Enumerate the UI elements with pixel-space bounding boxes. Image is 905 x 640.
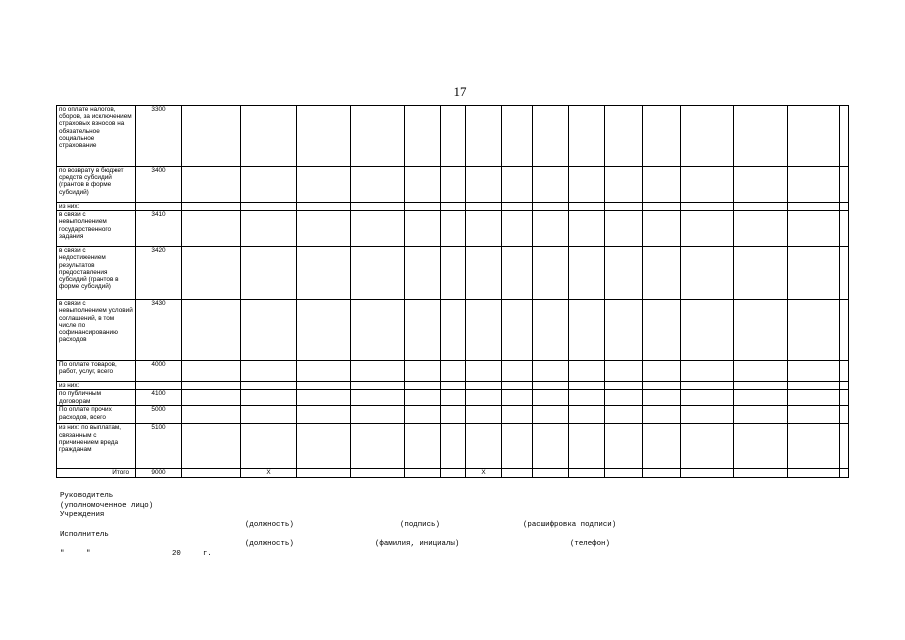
- value-cell: [840, 106, 849, 167]
- date-quote-open: ": [60, 550, 65, 559]
- value-cell: [734, 469, 788, 478]
- value-cell: [351, 406, 405, 424]
- value-cell: [533, 469, 569, 478]
- value-cell: [605, 382, 643, 390]
- row-label: в связи с невыполнением условий соглашений, в том числе по софинансированию расходов: [57, 300, 136, 361]
- value-cell: [241, 106, 297, 167]
- value-cell: [605, 361, 643, 382]
- value-cell: [466, 300, 502, 361]
- value-cell: [788, 247, 840, 300]
- value-cell: [605, 390, 643, 406]
- value-cell: [351, 382, 405, 390]
- value-cell: [351, 211, 405, 247]
- value-cell: [441, 424, 466, 469]
- value-cell: [466, 167, 502, 203]
- value-cell: [788, 424, 840, 469]
- value-cell: [241, 167, 297, 203]
- value-cell: [605, 106, 643, 167]
- date-quote-close: ": [86, 550, 91, 559]
- value-cell: [297, 300, 351, 361]
- value-cell: [605, 211, 643, 247]
- value-cell: [405, 469, 441, 478]
- value-cell: [734, 167, 788, 203]
- value-cell: [441, 382, 466, 390]
- value-cell: [466, 203, 502, 211]
- value-cell: [643, 361, 681, 382]
- value-cell: [241, 382, 297, 390]
- value-cell: [533, 361, 569, 382]
- value-cell: [466, 406, 502, 424]
- value-cell: [681, 390, 734, 406]
- value-cell: [734, 390, 788, 406]
- value-cell: [405, 211, 441, 247]
- head-label: Руководитель: [60, 492, 114, 500]
- executor-label: Исполнитель: [60, 530, 109, 539]
- value-cell: [569, 424, 605, 469]
- value-cell: [605, 300, 643, 361]
- value-cell: [405, 300, 441, 361]
- value-cell: [734, 406, 788, 424]
- value-cell: [297, 203, 351, 211]
- value-cell: [405, 247, 441, 300]
- value-cell: [466, 424, 502, 469]
- value-cell: [681, 106, 734, 167]
- value-cell: [351, 167, 405, 203]
- value-cell: [605, 167, 643, 203]
- value-cell: [681, 300, 734, 361]
- value-cell: [441, 406, 466, 424]
- x-mark-cell: X: [241, 469, 297, 478]
- value-cell: [788, 211, 840, 247]
- value-cell: [788, 469, 840, 478]
- value-cell: [405, 361, 441, 382]
- value-cell: [182, 424, 241, 469]
- value-cell: [466, 361, 502, 382]
- value-cell: [405, 424, 441, 469]
- value-cell: [840, 469, 849, 478]
- value-cell: [569, 382, 605, 390]
- value-cell: [441, 300, 466, 361]
- value-cell: [502, 361, 533, 382]
- value-cell: [182, 106, 241, 167]
- row-code: [136, 203, 182, 211]
- row-label: из них: по выплатам, связанным с причинением вреда гражданам: [57, 424, 136, 469]
- row-code: 3420: [136, 247, 182, 300]
- table-row: [57, 424, 849, 469]
- row-code: 4100: [136, 390, 182, 406]
- value-cell: [533, 300, 569, 361]
- value-cell: [351, 361, 405, 382]
- value-cell: [643, 382, 681, 390]
- value-cell: [351, 424, 405, 469]
- value-cell: [840, 203, 849, 211]
- row-label: в связи с невыполнением государственного задания: [57, 211, 136, 247]
- value-cell: [241, 300, 297, 361]
- signature-block: [60, 492, 860, 560]
- value-cell: [643, 469, 681, 478]
- value-cell: [840, 300, 849, 361]
- value-cell: [502, 390, 533, 406]
- value-cell: [643, 203, 681, 211]
- value-cell: [533, 406, 569, 424]
- value-cell: [643, 211, 681, 247]
- value-cell: [182, 247, 241, 300]
- value-cell: [502, 424, 533, 469]
- value-cell: [297, 106, 351, 167]
- row-code: 5100: [136, 424, 182, 469]
- total-row: [57, 469, 849, 478]
- value-cell: [681, 469, 734, 478]
- value-cell: [569, 167, 605, 203]
- signature-decoding-caption: (расшифровка подписи): [523, 521, 617, 530]
- value-cell: [441, 361, 466, 382]
- value-cell: [241, 361, 297, 382]
- value-cell: [405, 382, 441, 390]
- value-cell: [241, 247, 297, 300]
- value-cell: [351, 469, 405, 478]
- table-row: [57, 300, 849, 361]
- row-label: из них:: [57, 382, 136, 390]
- value-cell: [840, 382, 849, 390]
- value-cell: [681, 247, 734, 300]
- value-cell: [182, 167, 241, 203]
- value-cell: [681, 167, 734, 203]
- value-cell: [241, 203, 297, 211]
- row-code: 3430: [136, 300, 182, 361]
- value-cell: [502, 106, 533, 167]
- value-cell: [643, 424, 681, 469]
- value-cell: [241, 390, 297, 406]
- value-cell: [182, 469, 241, 478]
- institution-label: Учреждения: [60, 511, 105, 520]
- value-cell: [643, 106, 681, 167]
- value-cell: [681, 382, 734, 390]
- value-cell: [533, 390, 569, 406]
- value-cell: [297, 424, 351, 469]
- value-cell: [569, 203, 605, 211]
- total-label: Итого: [57, 469, 136, 478]
- value-cell: [681, 203, 734, 211]
- value-cell: [351, 203, 405, 211]
- total-code: 9000: [136, 469, 182, 478]
- value-cell: [297, 469, 351, 478]
- table-row: [57, 361, 849, 382]
- authorized-person-label: (уполномоченное лицо): [60, 501, 154, 510]
- value-cell: [297, 406, 351, 424]
- table-row: [57, 203, 849, 211]
- value-cell: [533, 247, 569, 300]
- value-cell: [569, 361, 605, 382]
- row-code: 3400: [136, 167, 182, 203]
- value-cell: [605, 469, 643, 478]
- value-cell: [182, 382, 241, 390]
- value-cell: [569, 211, 605, 247]
- value-cell: [241, 211, 297, 247]
- signature-caption: (подпись): [400, 521, 440, 530]
- value-cell: [351, 390, 405, 406]
- value-cell: [297, 247, 351, 300]
- executor-position-caption: (должность): [245, 540, 294, 549]
- value-cell: [502, 247, 533, 300]
- value-cell: [840, 406, 849, 424]
- value-cell: [681, 211, 734, 247]
- value-cell: [297, 211, 351, 247]
- value-cell: [643, 300, 681, 361]
- value-cell: [351, 247, 405, 300]
- value-cell: [605, 247, 643, 300]
- value-cell: [840, 361, 849, 382]
- value-cell: [681, 361, 734, 382]
- row-label: по оплате налогов, сборов, за исключением страховых взносов на обязательное социальное страхование: [57, 106, 136, 167]
- row-code: 5000: [136, 406, 182, 424]
- value-cell: [297, 167, 351, 203]
- date-year-prefix: 20: [172, 550, 181, 559]
- table-row: [57, 390, 849, 406]
- value-cell: [182, 300, 241, 361]
- value-cell: [502, 406, 533, 424]
- value-cell: [441, 211, 466, 247]
- value-cell: [681, 406, 734, 424]
- value-cell: [502, 382, 533, 390]
- value-cell: [405, 106, 441, 167]
- value-cell: [788, 106, 840, 167]
- value-cell: [466, 106, 502, 167]
- value-cell: [840, 247, 849, 300]
- value-cell: [788, 203, 840, 211]
- value-cell: [533, 167, 569, 203]
- value-cell: [840, 167, 849, 203]
- value-cell: [788, 390, 840, 406]
- value-cell: [351, 300, 405, 361]
- value-cell: [569, 406, 605, 424]
- value-cell: [734, 247, 788, 300]
- value-cell: [734, 106, 788, 167]
- value-cell: [569, 247, 605, 300]
- value-cell: [734, 203, 788, 211]
- row-label: По оплате товаров, работ, услуг, всего: [57, 361, 136, 382]
- value-cell: [840, 424, 849, 469]
- value-cell: [297, 361, 351, 382]
- row-label: по публичным договорам: [57, 390, 136, 406]
- position-caption: (должность): [245, 521, 294, 530]
- table-row: [57, 167, 849, 203]
- value-cell: [840, 390, 849, 406]
- row-label: По оплате прочих расходов, всего: [57, 406, 136, 424]
- executor-name-caption: (фамилия, инициалы): [375, 540, 460, 549]
- value-cell: [502, 469, 533, 478]
- value-cell: [734, 382, 788, 390]
- value-cell: [441, 106, 466, 167]
- value-cell: [466, 382, 502, 390]
- page-number: 17: [453, 84, 467, 99]
- value-cell: [351, 106, 405, 167]
- table-row: [57, 211, 849, 247]
- value-cell: [466, 211, 502, 247]
- table-row: [57, 406, 849, 424]
- row-label: по возврату в бюджет средств субсидий (грантов в форме субсидий): [57, 167, 136, 203]
- value-cell: [441, 469, 466, 478]
- value-cell: [643, 390, 681, 406]
- value-cell: [788, 382, 840, 390]
- value-cell: [405, 167, 441, 203]
- value-cell: [405, 203, 441, 211]
- value-cell: [533, 382, 569, 390]
- value-cell: [297, 382, 351, 390]
- value-cell: [441, 203, 466, 211]
- value-cell: [569, 300, 605, 361]
- value-cell: [605, 203, 643, 211]
- value-cell: [788, 406, 840, 424]
- value-cell: [182, 390, 241, 406]
- value-cell: [502, 203, 533, 211]
- value-cell: [182, 406, 241, 424]
- value-cell: [533, 424, 569, 469]
- value-cell: [182, 361, 241, 382]
- value-cell: [734, 300, 788, 361]
- value-cell: [569, 106, 605, 167]
- row-code: 4000: [136, 361, 182, 382]
- value-cell: [241, 406, 297, 424]
- value-cell: [502, 300, 533, 361]
- value-cell: [533, 106, 569, 167]
- row-code: 3300: [136, 106, 182, 167]
- row-code: [136, 382, 182, 390]
- value-cell: [466, 247, 502, 300]
- value-cell: [643, 247, 681, 300]
- x-mark-cell: X: [466, 469, 502, 478]
- value-cell: [405, 390, 441, 406]
- value-cell: [643, 406, 681, 424]
- value-cell: [569, 469, 605, 478]
- value-cell: [788, 300, 840, 361]
- value-cell: [643, 167, 681, 203]
- value-cell: [840, 211, 849, 247]
- value-cell: [605, 406, 643, 424]
- value-cell: [533, 203, 569, 211]
- value-cell: [182, 203, 241, 211]
- value-cell: [405, 406, 441, 424]
- value-cell: [466, 390, 502, 406]
- value-cell: [182, 211, 241, 247]
- value-cell: [605, 424, 643, 469]
- report-table: [56, 105, 849, 478]
- value-cell: [734, 361, 788, 382]
- table-row: [57, 106, 849, 167]
- table-row: [57, 382, 849, 390]
- value-cell: [441, 390, 466, 406]
- value-cell: [533, 211, 569, 247]
- value-cell: [441, 167, 466, 203]
- value-cell: [734, 424, 788, 469]
- date-year-suffix: г.: [203, 550, 212, 559]
- value-cell: [441, 247, 466, 300]
- table-row: [57, 247, 849, 300]
- value-cell: [297, 390, 351, 406]
- value-cell: [502, 211, 533, 247]
- value-cell: [681, 424, 734, 469]
- value-cell: [788, 361, 840, 382]
- value-cell: [502, 167, 533, 203]
- executor-phone-caption: (телефон): [570, 540, 610, 549]
- value-cell: [788, 167, 840, 203]
- row-label: в связи с недостижением результатов предоставления субсидий (грантов в форме субсидий): [57, 247, 136, 300]
- row-label: из них:: [57, 203, 136, 211]
- row-code: 3410: [136, 211, 182, 247]
- value-cell: [569, 390, 605, 406]
- value-cell: [241, 424, 297, 469]
- value-cell: [734, 211, 788, 247]
